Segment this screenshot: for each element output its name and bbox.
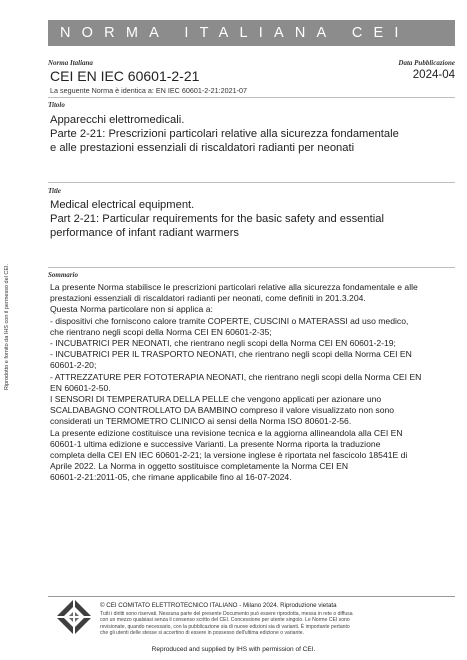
sommario-line: considerati un TERMOMETRO CLINICO ai sensi della Norma ISO 80601-2-56.: [50, 416, 352, 427]
sommario-line: 60601-1 ultima edizione e successive Varianti. La presente Norma riporta la traduzione: [50, 438, 381, 449]
publication-date: 2024-04: [412, 69, 455, 81]
title-line: Medical electrical equipment.: [50, 199, 195, 211]
rights-line: revisionate, quando necessario, con la pubblicazione sia di nuove edizioni sia di varianti. È importante pertanto: [100, 623, 350, 630]
standard-code: CEI EN IEC 60601-2-21: [50, 68, 200, 84]
sommario-line: Questa Norma particolare non si applica a:: [50, 304, 213, 315]
rights-line: con un mezzo qualsiasi senza il consenso scritto del CEI. Concessione per utente singolo. Le Norme CEI sono: [100, 617, 350, 624]
sommario-label: Sommario: [48, 271, 78, 279]
sommario-line: EN 60601-2-50.: [50, 382, 111, 393]
rights-notice: [100, 611, 456, 636]
copyright-line: © CEI COMITATO ELETTROTECNICO ITALIANO - Milano 2024. Riproduzione vietata: [100, 602, 337, 609]
titolo-text: [50, 113, 455, 155]
sommario-line: SCALDABAGNO CONTROLLATO DA BAMBINO compreso il valore visualizzato non sono: [50, 405, 395, 416]
sommario-line: prestazioni essenziali di riscaldatori radianti per neonati, come definiti in 201.3.204.: [50, 293, 366, 304]
title-line: Part 2-21: Particular requirements for the basic safety and essential: [50, 213, 384, 225]
footer-divider: [48, 596, 455, 597]
norma-italiana-banner: NORMA ITALIANA CEI: [48, 20, 455, 46]
rights-line: Tutti i diritti sono riservati. Nessuna parte del presente Documento può essere riprodotta, messa in rete o diffusa: [100, 611, 353, 617]
sommario-line: - INCUBATRICI PER NEONATI, che rientrano negli scopi della Norma CEI EN 60601-2-19;: [50, 338, 396, 349]
divider: [48, 97, 455, 98]
divider: [48, 267, 455, 268]
sommario-line: - ATTREZZATURE PER FOTOTERAPIA NEONATI, che rientrano negli scopi della Norma CEI EN: [50, 371, 422, 382]
titolo-line: Parte 2-21: Prescrizioni particolari relative alla sicurezza fondamentale: [50, 128, 399, 140]
identical-note: La seguente Norma è identica a: EN IEC 60601-2-21:2021-07: [50, 86, 247, 95]
titolo-line: e alle prestazioni essenziali di riscaldatori radianti per neonati: [50, 142, 355, 154]
title-text: [50, 198, 455, 240]
sommario-line: 60601-2-20;: [50, 360, 97, 371]
sommario-line: che rientrano negli scopi della Norma CEI EN 60601-2-35;: [50, 326, 272, 337]
rights-line: che gli utenti delle stesse si accertino di essere in possesso dell'ultima edizione o variante.: [100, 629, 304, 636]
ihs-side-note: Riprodotto e fornito da IHS con il permesso del CEI.: [4, 263, 10, 391]
sommario-line: 60601-2-21:2011-05, che rimane applicabile fino al 16-07-2024.: [50, 472, 292, 483]
titolo-label: Titolo: [48, 101, 65, 109]
sommario-line: Aprile 2022. La Norma in oggetto sostituisce completamente la Norma CEI EN: [50, 461, 349, 472]
title-line: performance of infant radiant warmers: [50, 227, 240, 239]
pub-date-label: Data Pubblicazione: [398, 59, 455, 67]
divider: [48, 182, 455, 183]
title-label: Title: [48, 187, 61, 195]
cei-logo-icon: [54, 598, 94, 636]
sommario-line: completa della CEI EN IEC 60601-2-21; la versione inglese è riportata nel fascicolo 18541E di: [50, 450, 408, 461]
norma-label: Norma Italiana: [48, 59, 93, 67]
sommario-line: La presente edizione costituisce una revisione tecnica e la aggiorna allineandola alla CEI EN: [50, 427, 403, 438]
sommario-line: - dispositivi che forniscono calore tramite COPERTE, CUSCINI o MATERASSI ad uso medico,: [50, 315, 409, 326]
sommario-line: I SENSORI DI TEMPERATURA DELLA PELLE che vengono applicati per azionare uno: [50, 394, 382, 405]
sommario-line: La presente Norma stabilisce le prescrizioni particolari relative alla sicurezza fondamentale e alle: [50, 282, 418, 292]
sommario-line: - INCUBATRICI PER IL TRASPORTO NEONATI, che rientrano negli scopi della Norma CEI EN: [50, 349, 412, 360]
sommario-text: [50, 282, 458, 484]
ihs-supplied-note: Reproduced and supplied by IHS with permission of CEI.: [151, 646, 316, 653]
titolo-line: Apparecchi elettromedicali.: [50, 114, 185, 126]
